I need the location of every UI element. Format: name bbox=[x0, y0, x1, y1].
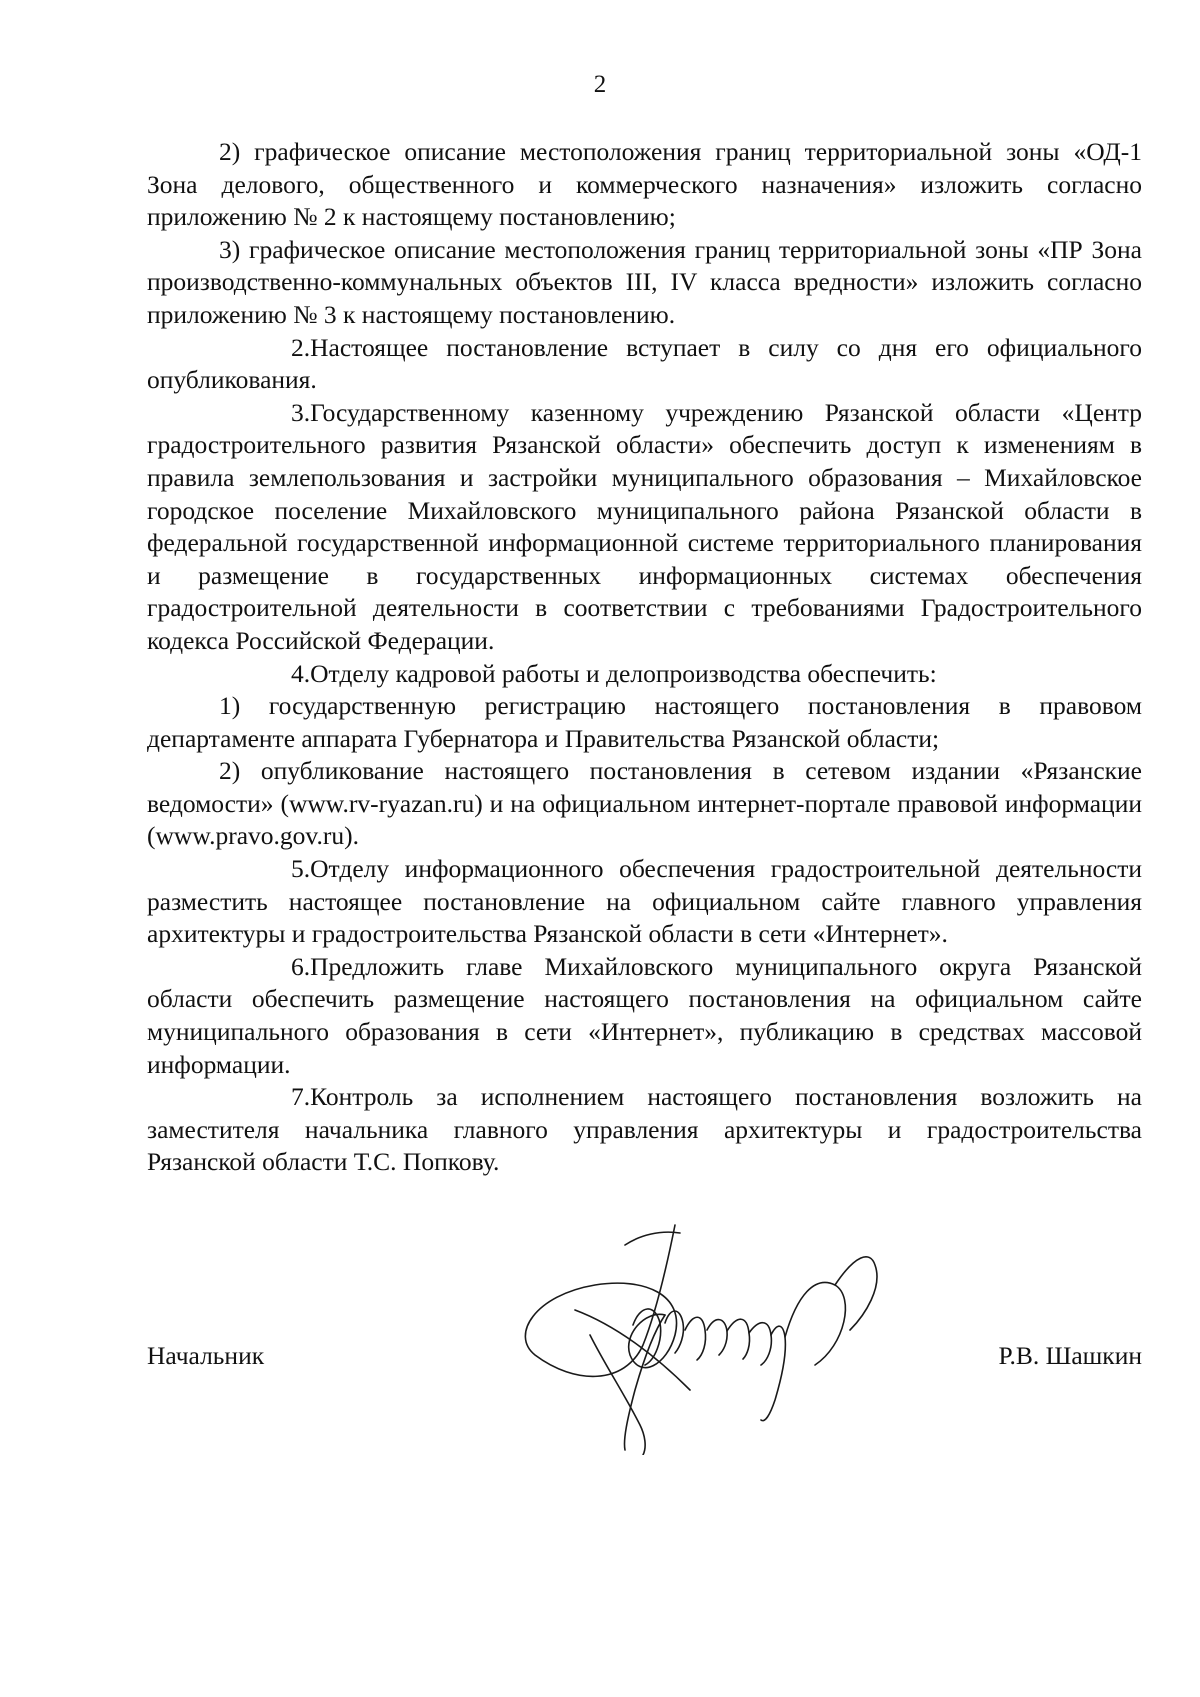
paragraph-3-access-provision bbox=[147, 397, 1142, 658]
paragraph-number: 4. bbox=[291, 658, 311, 688]
paragraph-text: 3) графическое описание местоположения границ территориальной зоны «ПР Зона производственно-коммунальных объектов III, IV класса вредности» изложить согласно приложению № 3 к настоящему постановлению. bbox=[147, 234, 1142, 329]
paragraph-number: 3. bbox=[291, 397, 311, 427]
paragraph-item-2-publication bbox=[147, 755, 1142, 853]
paragraph-item-3-graphic-description bbox=[147, 234, 1142, 332]
signatory-name: Р.В. Шашкин bbox=[998, 1341, 1142, 1370]
paragraph-text: Отделу кадровой работы и делопроизводства обеспечить: bbox=[310, 658, 937, 688]
paragraph-item-1-registration bbox=[147, 690, 1142, 755]
paragraph-2-entry-into-force bbox=[147, 332, 1142, 397]
paragraph-4-hr-department bbox=[147, 658, 1142, 691]
paragraph-text: 2) опубликование настоящего постановления в сетевом издании «Рязанские ведомости» (www.rv-ryazan.ru) и на официальном интернет-портале правовой информации (www.pravo.gov.ru). bbox=[147, 756, 1142, 851]
handwritten-signature-icon bbox=[515, 1215, 925, 1455]
paragraph-text: Предложить главе Михайловского муниципального округа Рязанской области обеспечить размещение настоящего постановления на официальном сайте муниципального образования в сети «Интернет», публикацию в средствах массовой информации. bbox=[147, 951, 1142, 1079]
paragraph-text: 2) графическое описание местоположения границ территориальной зоны «ОД-1 Зона делового, общественного и коммерческого назначения» изложить согласно приложению № 2 к настоящему постановлению; bbox=[147, 137, 1142, 232]
paragraph-text: Государственному казенному учреждению Рязанской области «Центр градостроительного развития Рязанской области» обеспечить доступ к изменениям в правила землепользования и застройки муниципального образования – Михайловское городское поселение Михайловского муниципального района Рязанской области в федеральной государственной информационной системе территориального планирования и размещение в государственных информационных системах обеспечения градостроительной деятельности в соответствии с требованиями Градостроительного кодекса Российской Федерации. bbox=[147, 397, 1142, 655]
paragraph-text: Контроль за исполнением настоящего постановления возложить на заместителя начальника главного управления архитектуры и градостроительства Рязанской области Т.С. Попкову. bbox=[147, 1082, 1142, 1177]
paragraph-number: 6. bbox=[291, 951, 311, 981]
paragraph-6-municipal-head bbox=[147, 951, 1142, 1081]
paragraph-7-control bbox=[147, 1081, 1142, 1179]
paragraph-5-information-department bbox=[147, 853, 1142, 951]
document-body bbox=[147, 136, 1142, 1179]
paragraph-text: Отделу информационного обеспечения градостроительной деятельности разместить настоящее постановление на официальном сайте главного управления архитектуры и градостроительства Рязанской области в сети «Интернет». bbox=[147, 854, 1142, 949]
page-number: 2 bbox=[593, 71, 607, 98]
paragraph-text: Настоящее постановление вступает в силу со дня его официального опубликования. bbox=[147, 332, 1142, 395]
signatory-position: Начальник bbox=[147, 1341, 265, 1370]
paragraph-number: 7. bbox=[291, 1082, 311, 1112]
paragraph-number: 5. bbox=[291, 854, 311, 884]
paragraph-item-2-graphic-description bbox=[147, 136, 1142, 234]
paragraph-number: 2. bbox=[291, 332, 311, 362]
paragraph-text: 1) государственную регистрацию настоящего постановления в правовом департаменте аппарата Губернатора и Правительства Рязанской области; bbox=[147, 691, 1142, 753]
